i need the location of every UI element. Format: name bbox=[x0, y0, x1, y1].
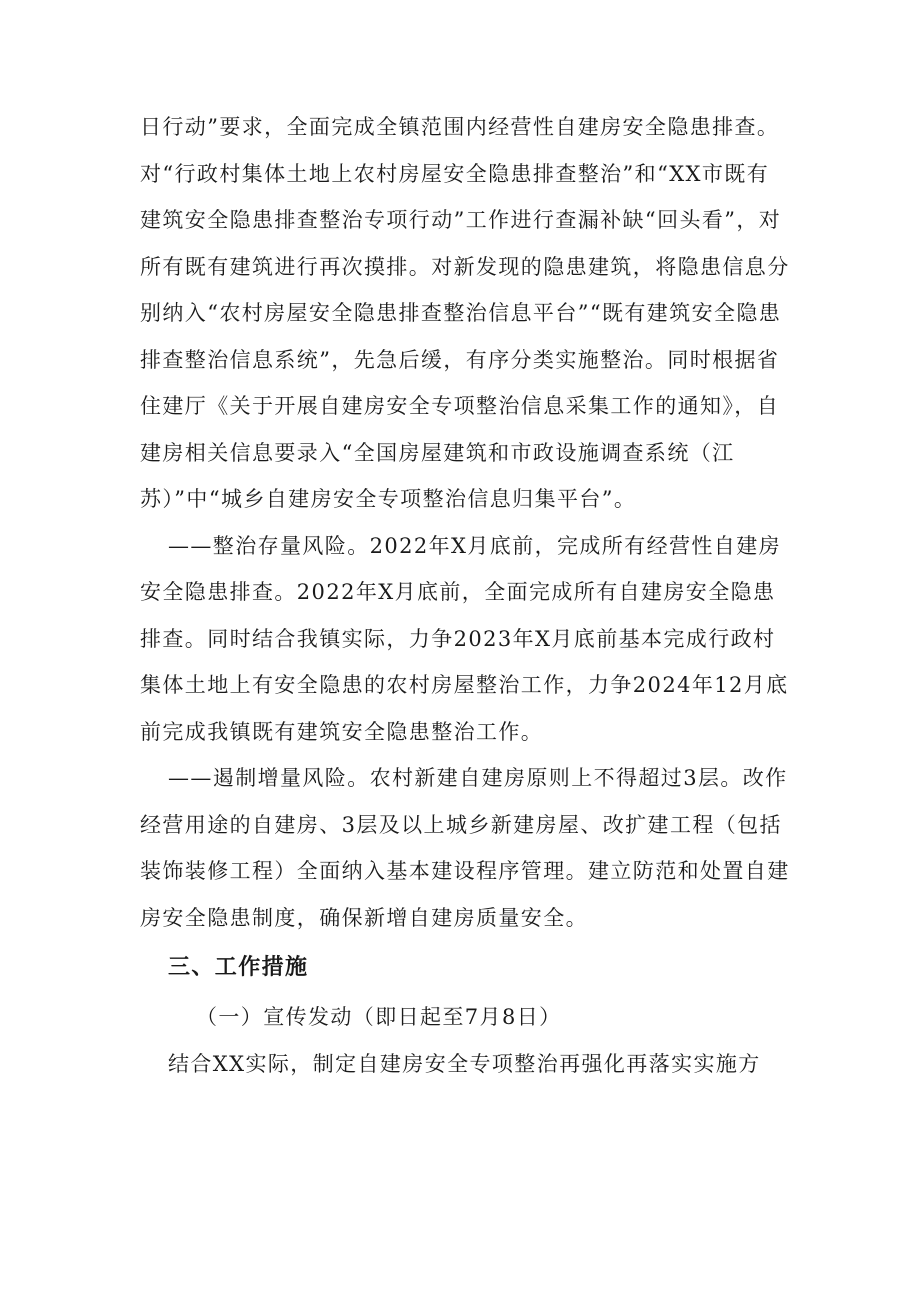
paragraph-increment-risk: ——遏制增量风险。农村新建自建房原则上不得超过3层。改作经营用途的自建房、3层及以上城乡新建房屋、改扩建工程（包括装饰装修工程）全面纳入基本建设程序管理。建立防范和处置自建房安全隐患制度，确保新增自建房质量安全。 bbox=[140, 766, 790, 930]
subsection-heading: （一）宣传发动（即日起至7月8日） bbox=[196, 1005, 562, 1029]
paragraph-continuation: 日行动”要求，全面完成全镇范围内经营性自建房安全隐患排查。对“行政村集体土地上农村房屋安全隐患排查整治”和“XX市既有建筑安全隐患排查整治专项行动”工作进行查漏补缺“回头看”，对所有既有建筑进行再次摸排。对新发现的隐患建筑，将隐患信息分别纳入“农村房屋安全隐患排查整治信息平台”“既有建筑安全隐患排查整治信息系统”，先急后缓，有序分类实施整治。同时根据省住建厅《关于开展自建房安全专项整治信息采集工作的通知》，自建房相关信息要录入“全国房屋建筑和市政设施调查系统（江苏）”中“城乡自建房安全专项整治信息归集平台”。 bbox=[140, 115, 790, 511]
section-heading: 三、工作措施 bbox=[168, 955, 309, 980]
paragraph-stock-risk: ——整治存量风险。2022年X月底前，完成所有经营性自建房安全隐患排查。2022年X月底前，全面完成所有自建房安全隐患排查。同时结合我镇实际，力争2023年X月底前基本完成行政村集体土地上有安全隐患的农村房屋整治工作，力争2024年12月底前完成我镇既有建筑安全隐患整治工作。 bbox=[140, 533, 789, 744]
document-body bbox=[140, 104, 790, 1087]
paragraph-publicity: 结合XX实际，制定自建房安全专项整治再强化再落实实施方 bbox=[168, 1051, 761, 1076]
